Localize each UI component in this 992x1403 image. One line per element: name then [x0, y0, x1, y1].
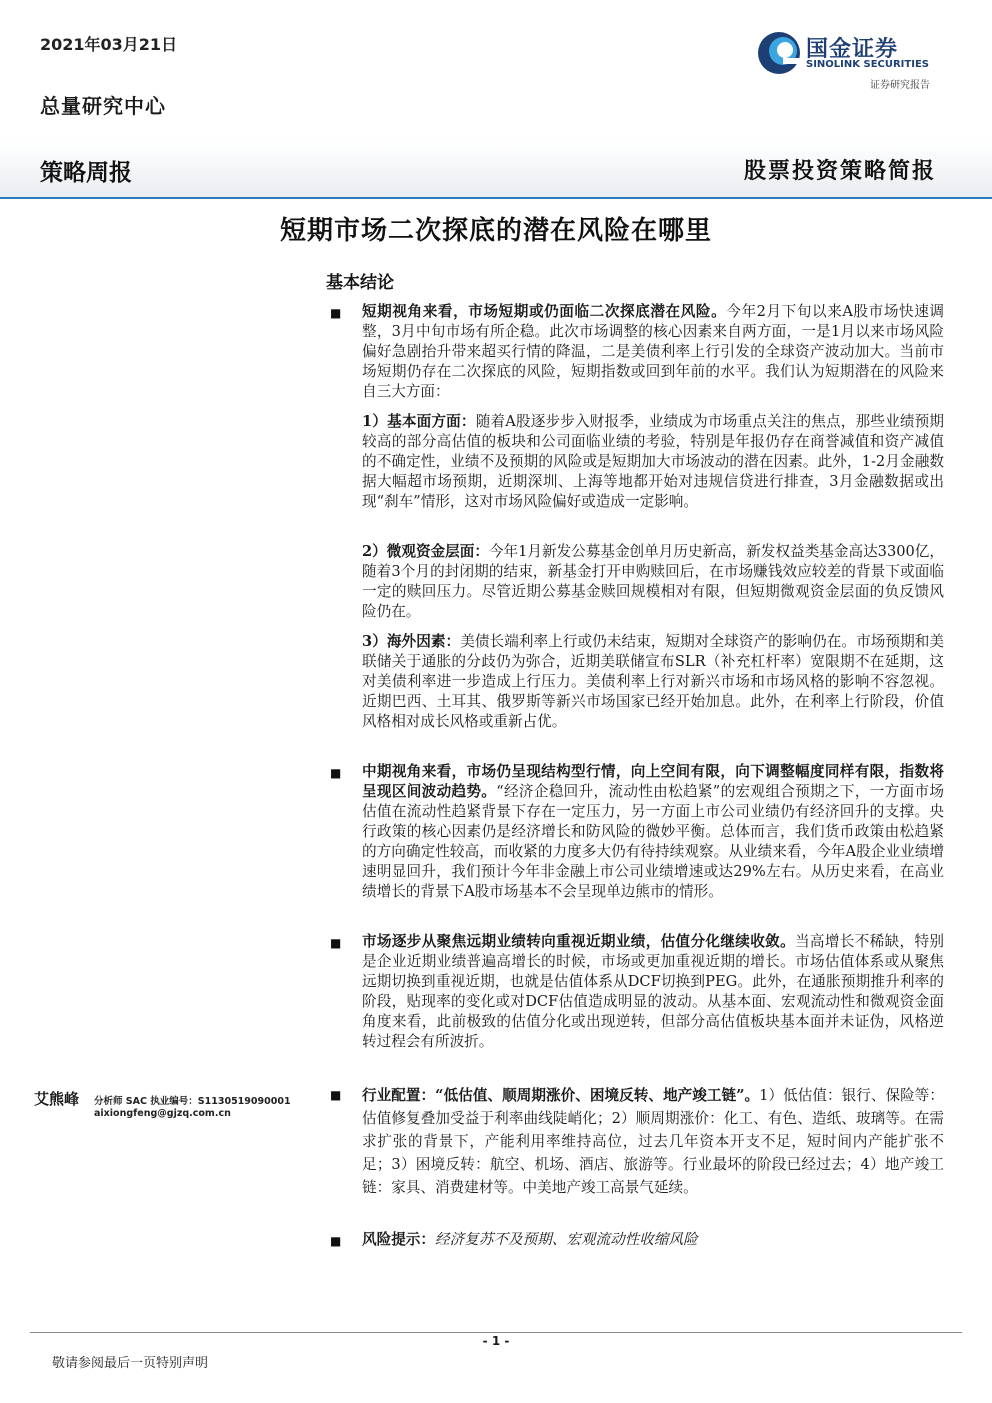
conclusion-text: 1）低估值：银行、保险等：估值修复叠加受益于利率曲线陡峭化；2）顺周期涨价：化工、有色、造纸、玻璃等。在需求扩张的背景下，产能利用率维持高位，过去几年资本开支不足，短时间内产能扩张不足；3）困境反转：航空、机场、酒店、旅游等。行业最坏的阶段已经过去；4）地产竣工链：家具、消费建材等。中美地产竣工高景气延续。	[362, 1087, 944, 1196]
report-subtype: 股票投资策略简报	[743, 158, 936, 184]
subpoint-text: 美债长端利率上行或仍未结束，短期对全球资产的影响仍在。市场预期和美联储关于通胀的分歧仍为弥合，近期美联储宣布SLR（补充杠杆率）宽限期不在延期，这对美债利率进一步造成上行压力。美债利率上行对新兴市场和市场风格的影响不容忽视。近期巴西、土耳其、俄罗斯等新兴市场国家已经开始加息。此外，在利率上行阶段，价值风格相对成长风格或重新占优。	[362, 633, 944, 730]
subpoint-overseas	[362, 632, 944, 732]
ribbon-underline	[0, 197, 992, 199]
report-type: 策略周报	[40, 160, 132, 186]
risk-text: 经济复苏不及预期、宏观流动性收缩风险	[434, 1231, 698, 1248]
risk-lead: 风险提示：	[362, 1231, 435, 1248]
logo-subtitle: 证券研究报告	[870, 80, 930, 91]
author-email[interactable]: aixiongfeng@gjzq.com.cn	[94, 1108, 231, 1119]
conclusion-paragraph	[362, 762, 944, 902]
bullet-square: ■	[330, 936, 342, 950]
footer-disclaimer: 敬请参阅最后一页特别声明	[52, 1356, 209, 1371]
author-license: 分析师 SAC 执业编号：S1130519090001	[94, 1096, 291, 1107]
industry-allocation-paragraph	[362, 1084, 944, 1199]
bullet-square: ■	[330, 306, 342, 320]
subpoint-text: 今年1月新发公募基金创单月历史新高，新发权益类基金高达3300亿，随着3个月的封闭期的结束，新基金打开申购赎回后，在市场赚钱效应较差的背景下或面临一定的赎回压力。尽管近期公募基金赎回规模相对有限，但短期微观资金层面的负反馈风险仍在。	[362, 543, 944, 620]
report-type-bar	[0, 140, 992, 198]
research-center: 总量研究中心	[40, 94, 166, 118]
subpoint-text: 随着A股逐步步入财报季，业绩成为市场重点关注的焦点，那些业绩预期较高的部分高估值的板块和公司面临业绩的考验，特别是年报仍存在商誉减值和资产减值的不确定性，业绩不及预期的风险或是短期加大市场波动的潜在因素。此外，1-2月金融数据大幅超市场预期，近期深圳、上海等地都开始对违规信贷进行排查，3月金融数据或出现“刹车”情形，这对市场风险偏好或造成一定影响。	[362, 413, 945, 510]
logo-english-name: SINOLINK SECURITIES	[806, 59, 929, 70]
conclusion-text: “经济企稳回升，流动性由松趋紧”的宏观组合预期之下，一方面市场估值在流动性趋紧背景下存在一定压力，另一方面上市公司业绩仍有经济回升的支撑。央行政策的核心因素仍是经济增长和防风险的微妙平衡。总体而言，我们货币政策由松趋紧的方向确定性较高，而收紧的力度多大仍有待持续观察。从业绩来看，今年A股企业业绩增速明显回升，我们预计今年非金融上市公司业绩增速或达29%左右。从历史来看，在高业绩增长的背景下A股市场基本不会呈现单边熊市的情形。	[362, 783, 944, 900]
subpoint-lead: 2）微观资金层面：	[362, 543, 489, 560]
subpoint-fundamentals	[362, 412, 944, 512]
logo-chinese-name: 国金证券	[806, 37, 899, 62]
conclusion-lead: 短期视角来看，市场短期或仍面临二次探底潜在风险。	[362, 303, 727, 320]
bullet-square: ■	[330, 1088, 342, 1102]
conclusion-text: 当高增长不稀缺，特别是企业近期业绩普遍高增长的时候，市场或更加重视近期的增长。市场估值体系或从聚焦远期切换到重视近期，也就是估值体系从DCF切换到PEG。此外，在通胀预期推升利率的阶段，贴现率的变化或对DCF估值造成明显的波动。从基本面、宏观流动性和微观资金面角度来看，此前极致的估值分化或出现逆转，但部分高估值板块基本面并未证伪，风格逆转过程会有所波折。	[362, 933, 944, 1050]
conclusion-lead: 中期视角来看，市场仍呈现结构型行情，向上空间有限，向下调整幅度同样有限，指数将呈现区间波动趋势。	[362, 763, 944, 800]
conclusion-lead: 行业配置：“低估值、顺周期涨价、困境反转、地产竣工链”。	[362, 1087, 760, 1104]
footer-divider	[30, 1332, 962, 1333]
subpoint-micro-funds	[362, 542, 944, 622]
conclusion-paragraph	[362, 932, 944, 1052]
subpoint-lead: 1）基本面方面：	[362, 413, 476, 430]
report-title: 短期市场二次探底的潜在风险在哪里	[279, 216, 712, 246]
sinolink-logo-icon	[756, 30, 802, 76]
report-date: 2021年03月21日	[40, 35, 178, 54]
conclusion-text: 今年2月下旬以来A股市场快速调整，3月中旬市场有所企稳。此次市场调整的核心因素来自两方面，一是1月以来市场风险偏好急剧抬升带来超买行情的降温，二是美债利率上行引发的全球资产波动加大。当前市场短期仍存在二次探底的风险，短期指数或回到年前的水平。我们认为短期潜在的风险来自三大方面：	[362, 303, 944, 400]
conclusion-lead: 市场逐步从聚焦远期业绩转向重视近期业绩，估值分化继续收敛。	[362, 933, 795, 950]
conclusion-paragraph	[362, 302, 944, 402]
brand-logo	[756, 30, 956, 92]
section-heading: 基本结论	[326, 273, 394, 293]
subpoint-lead: 3）海外因素：	[362, 633, 461, 650]
page-number: - 1 -	[482, 1334, 510, 1348]
author-name: 艾熊峰	[34, 1090, 80, 1108]
risk-warning-paragraph	[362, 1230, 944, 1250]
bullet-square: ■	[330, 1234, 342, 1248]
bullet-square: ■	[330, 766, 342, 780]
